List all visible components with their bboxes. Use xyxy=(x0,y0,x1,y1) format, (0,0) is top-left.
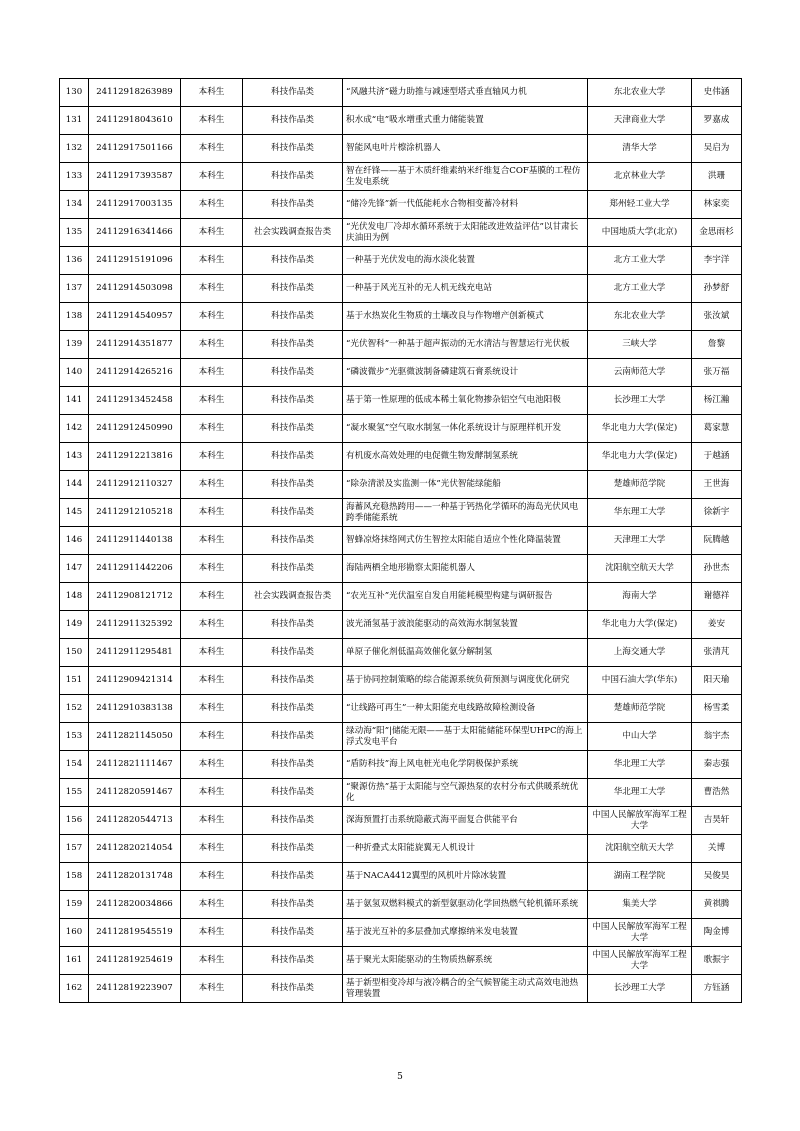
level-cell: 本科生 xyxy=(181,415,243,443)
level-cell: 本科生 xyxy=(181,191,243,219)
category-cell: 科技作品类 xyxy=(243,359,343,387)
school-cell: 华北理工大学 xyxy=(588,751,692,779)
entry-id-cell: 24112819254619 xyxy=(89,947,181,975)
project-title-cell: 基于水热炭化生物质的土壤改良与作物增产创新模式 xyxy=(343,303,588,331)
project-title-cell: 基于新型相变冷却与液冷耦合的全气候智能主动式高效电池热管理装置 xyxy=(343,975,588,1003)
school-cell: 北方工业大学 xyxy=(588,247,692,275)
table-row xyxy=(60,555,742,583)
table-row xyxy=(60,135,742,163)
row-number-cell: 162 xyxy=(60,975,89,1003)
level-cell: 本科生 xyxy=(181,723,243,751)
student-name-cell: 葛家慧 xyxy=(692,415,742,443)
level-cell: 本科生 xyxy=(181,443,243,471)
category-cell: 科技作品类 xyxy=(243,527,343,555)
school-cell: 楚雄师范学院 xyxy=(588,471,692,499)
row-number-cell: 146 xyxy=(60,527,89,555)
row-number-cell: 154 xyxy=(60,751,89,779)
project-title-cell: “风融共济”磁力助推与减速型塔式垂直轴风力机 xyxy=(343,79,588,107)
level-cell: 本科生 xyxy=(181,79,243,107)
level-cell: 本科生 xyxy=(181,359,243,387)
category-cell: 科技作品类 xyxy=(243,471,343,499)
table-body xyxy=(60,79,742,1003)
school-cell: 中国人民解放军海军工程大学 xyxy=(588,919,692,947)
row-number-cell: 150 xyxy=(60,639,89,667)
row-number-cell: 138 xyxy=(60,303,89,331)
project-title-cell: 基于聚光太阳能驱动的生物质热解系统 xyxy=(343,947,588,975)
level-cell: 本科生 xyxy=(181,611,243,639)
row-number-cell: 133 xyxy=(60,163,89,191)
category-cell: 科技作品类 xyxy=(243,163,343,191)
row-number-cell: 149 xyxy=(60,611,89,639)
row-number-cell: 140 xyxy=(60,359,89,387)
student-name-cell: 罗嘉成 xyxy=(692,107,742,135)
page-number: 5 xyxy=(397,1072,403,1082)
school-cell: 华北电力大学(保定) xyxy=(588,443,692,471)
project-title-cell: 绿动海“阳”|储能无限——基于太阳能储能环保型UHPC的海上浮式发电平台 xyxy=(343,723,588,751)
table-row xyxy=(60,331,742,359)
category-cell: 科技作品类 xyxy=(243,79,343,107)
entry-id-cell: 24112911442206 xyxy=(89,555,181,583)
row-number-cell: 137 xyxy=(60,275,89,303)
project-title-cell: 智在纤锋——基于木质纤维素纳米纤维复合COF基膜的工程仿生发电系统 xyxy=(343,163,588,191)
level-cell: 本科生 xyxy=(181,695,243,723)
row-number-cell: 148 xyxy=(60,583,89,611)
row-number-cell: 158 xyxy=(60,863,89,891)
table-row xyxy=(60,919,742,947)
project-title-cell: 波光涌氢基于波浪能驱动的高效海水制氢装置 xyxy=(343,611,588,639)
level-cell: 本科生 xyxy=(181,863,243,891)
table-row xyxy=(60,583,742,611)
category-cell: 科技作品类 xyxy=(243,443,343,471)
table-row xyxy=(60,891,742,919)
entry-id-cell: 24112821111467 xyxy=(89,751,181,779)
level-cell: 本科生 xyxy=(181,919,243,947)
level-cell: 本科生 xyxy=(181,891,243,919)
project-title-cell: “光伏发电厂冷却水循环系统于太阳能改进效益评估”以甘肃长庆油田为例 xyxy=(343,219,588,247)
table-row xyxy=(60,359,742,387)
entry-id-cell: 24112914351877 xyxy=(89,331,181,359)
school-cell: 三峡大学 xyxy=(588,331,692,359)
category-cell: 科技作品类 xyxy=(243,863,343,891)
project-title-cell: “聚源仿热”基于太阳能与空气源热泵的农村分布式供暖系统优化 xyxy=(343,779,588,807)
student-name-cell: 徐新宇 xyxy=(692,499,742,527)
table-row xyxy=(60,471,742,499)
project-title-cell: 一种基于风光互补的无人机无线充电站 xyxy=(343,275,588,303)
table-row xyxy=(60,247,742,275)
level-cell: 本科生 xyxy=(181,947,243,975)
table-row xyxy=(60,695,742,723)
category-cell: 科技作品类 xyxy=(243,807,343,835)
table-row xyxy=(60,163,742,191)
category-cell: 科技作品类 xyxy=(243,919,343,947)
level-cell: 本科生 xyxy=(181,555,243,583)
row-number-cell: 161 xyxy=(60,947,89,975)
row-number-cell: 147 xyxy=(60,555,89,583)
entry-id-cell: 24112914265216 xyxy=(89,359,181,387)
level-cell: 本科生 xyxy=(181,583,243,611)
student-name-cell: 张汝斌 xyxy=(692,303,742,331)
entry-id-cell: 24112820214054 xyxy=(89,835,181,863)
project-title-cell: “让线路可再生”一种太阳能充电线路故障检测设备 xyxy=(343,695,588,723)
row-number-cell: 152 xyxy=(60,695,89,723)
category-cell: 科技作品类 xyxy=(243,303,343,331)
level-cell: 本科生 xyxy=(181,667,243,695)
school-cell: 北方工业大学 xyxy=(588,275,692,303)
row-number-cell: 143 xyxy=(60,443,89,471)
level-cell: 本科生 xyxy=(181,275,243,303)
project-title-cell: “储冷先锋”新一代低能耗水合物相变蓄冷材料 xyxy=(343,191,588,219)
row-number-cell: 145 xyxy=(60,499,89,527)
student-name-cell: 谢德祥 xyxy=(692,583,742,611)
school-cell: 清华大学 xyxy=(588,135,692,163)
project-title-cell: “盾防科技”海上风电桩光电化学阴极保护系统 xyxy=(343,751,588,779)
entry-id-cell: 24112820131748 xyxy=(89,863,181,891)
school-cell: 长沙理工大学 xyxy=(588,975,692,1003)
entry-id-cell: 24112820034866 xyxy=(89,891,181,919)
school-cell: 沈阳航空航天大学 xyxy=(588,555,692,583)
row-number-cell: 130 xyxy=(60,79,89,107)
school-cell: 东北农业大学 xyxy=(588,303,692,331)
school-cell: 郑州轻工业大学 xyxy=(588,191,692,219)
school-cell: 天津理工大学 xyxy=(588,527,692,555)
project-title-cell: 一种折叠式太阳能旋翼无人机设计 xyxy=(343,835,588,863)
category-cell: 科技作品类 xyxy=(243,387,343,415)
row-number-cell: 144 xyxy=(60,471,89,499)
project-title-cell: “光伏智科”一种基于超声振动的无水清洁与智慧运行光伏板 xyxy=(343,331,588,359)
category-cell: 科技作品类 xyxy=(243,611,343,639)
level-cell: 本科生 xyxy=(181,975,243,1003)
student-name-cell: 姜安 xyxy=(692,611,742,639)
category-cell: 科技作品类 xyxy=(243,135,343,163)
project-title-cell: 基于NACA4412翼型的风机叶片除冰装置 xyxy=(343,863,588,891)
level-cell: 本科生 xyxy=(181,751,243,779)
row-number-cell: 135 xyxy=(60,219,89,247)
school-cell: 华北电力大学(保定) xyxy=(588,611,692,639)
entry-id-cell: 24112821145050 xyxy=(89,723,181,751)
row-number-cell: 155 xyxy=(60,779,89,807)
school-cell: 中山大学 xyxy=(588,723,692,751)
category-cell: 科技作品类 xyxy=(243,779,343,807)
student-name-cell: 吉昊轩 xyxy=(692,807,742,835)
school-cell: 云南师范大学 xyxy=(588,359,692,387)
school-cell: 上海交通大学 xyxy=(588,639,692,667)
school-cell: 中国石油大学(华东) xyxy=(588,667,692,695)
row-number-cell: 131 xyxy=(60,107,89,135)
student-name-cell: 孙梦舒 xyxy=(692,275,742,303)
entry-id-cell: 24112820591467 xyxy=(89,779,181,807)
table-row xyxy=(60,303,742,331)
row-number-cell: 141 xyxy=(60,387,89,415)
student-name-cell: 张万福 xyxy=(692,359,742,387)
level-cell: 本科生 xyxy=(181,387,243,415)
level-cell: 本科生 xyxy=(181,639,243,667)
category-cell: 科技作品类 xyxy=(243,975,343,1003)
table-row xyxy=(60,751,742,779)
school-cell: 楚雄师范学院 xyxy=(588,695,692,723)
entry-id-cell: 24112914503098 xyxy=(89,275,181,303)
student-name-cell: 关博 xyxy=(692,835,742,863)
project-title-cell: “凝水聚氢”空气取水制氢一体化系统设计与原理样机开发 xyxy=(343,415,588,443)
student-name-cell: 林家奕 xyxy=(692,191,742,219)
project-title-cell: “除杂清淤及实监测一体”光伏智能绿能船 xyxy=(343,471,588,499)
entry-id-cell: 24112916341466 xyxy=(89,219,181,247)
entry-id-cell: 24112912110327 xyxy=(89,471,181,499)
table-row xyxy=(60,527,742,555)
student-name-cell: 李宇洋 xyxy=(692,247,742,275)
project-title-cell: 基于波光互补的多层叠加式摩擦纳米发电装置 xyxy=(343,919,588,947)
row-number-cell: 132 xyxy=(60,135,89,163)
entry-id-cell: 24112918263989 xyxy=(89,79,181,107)
category-cell: 社会实践调查报告类 xyxy=(243,219,343,247)
entry-id-cell: 24112915191096 xyxy=(89,247,181,275)
table-row xyxy=(60,499,742,527)
table-row xyxy=(60,191,742,219)
table-row xyxy=(60,639,742,667)
level-cell: 本科生 xyxy=(181,835,243,863)
table-row xyxy=(60,219,742,247)
table-row xyxy=(60,667,742,695)
student-name-cell: 杨雪柔 xyxy=(692,695,742,723)
category-cell: 科技作品类 xyxy=(243,191,343,219)
entry-id-cell: 24112918043610 xyxy=(89,107,181,135)
table-row xyxy=(60,947,742,975)
category-cell: 科技作品类 xyxy=(243,247,343,275)
entry-id-cell: 24112913452458 xyxy=(89,387,181,415)
category-cell: 科技作品类 xyxy=(243,695,343,723)
table-row xyxy=(60,779,742,807)
level-cell: 本科生 xyxy=(181,807,243,835)
row-number-cell: 153 xyxy=(60,723,89,751)
student-name-cell: 歌振宇 xyxy=(692,947,742,975)
table-row xyxy=(60,275,742,303)
table-row xyxy=(60,443,742,471)
row-number-cell: 142 xyxy=(60,415,89,443)
school-cell: 北京林业大学 xyxy=(588,163,692,191)
school-cell: 华北理工大学 xyxy=(588,779,692,807)
category-cell: 科技作品类 xyxy=(243,275,343,303)
project-title-cell: 单原子催化剂低温高效催化氨分解制氢 xyxy=(343,639,588,667)
school-cell: 湖南工程学院 xyxy=(588,863,692,891)
student-name-cell: 阮腾越 xyxy=(692,527,742,555)
category-cell: 科技作品类 xyxy=(243,555,343,583)
school-cell: 中国人民解放军海军工程大学 xyxy=(588,807,692,835)
category-cell: 科技作品类 xyxy=(243,751,343,779)
project-title-cell: 基于协同控制策略的综合能源系统负荷预测与调度优化研究 xyxy=(343,667,588,695)
school-cell: 天津商业大学 xyxy=(588,107,692,135)
entry-id-cell: 24112911440138 xyxy=(89,527,181,555)
entry-id-cell: 24112819545519 xyxy=(89,919,181,947)
level-cell: 本科生 xyxy=(181,527,243,555)
project-title-cell: 积水成“电”吸水增重式重力储能装置 xyxy=(343,107,588,135)
entry-id-cell: 24112912213816 xyxy=(89,443,181,471)
student-name-cell: 黄祺腾 xyxy=(692,891,742,919)
table-row xyxy=(60,415,742,443)
school-cell: 海南大学 xyxy=(588,583,692,611)
school-cell: 中国人民解放军海军工程大学 xyxy=(588,947,692,975)
category-cell: 科技作品类 xyxy=(243,499,343,527)
category-cell: 科技作品类 xyxy=(243,723,343,751)
entry-id-cell: 24112909421314 xyxy=(89,667,181,695)
level-cell: 本科生 xyxy=(181,219,243,247)
project-title-cell: 智能风电叶片檫涂机器人 xyxy=(343,135,588,163)
category-cell: 科技作品类 xyxy=(243,331,343,359)
category-cell: 科技作品类 xyxy=(243,835,343,863)
project-title-cell: “农光互补”光伏温室自发自用能耗模型构建与调研报告 xyxy=(343,583,588,611)
level-cell: 本科生 xyxy=(181,779,243,807)
school-cell: 华北电力大学(保定) xyxy=(588,415,692,443)
student-name-cell: 史伟涵 xyxy=(692,79,742,107)
project-title-cell: 智蜂凉烙抹络网式仿生智控太阳能自适应个性化降温装置 xyxy=(343,527,588,555)
school-cell: 中国地质大学(北京) xyxy=(588,219,692,247)
entry-id-cell: 24112911295481 xyxy=(89,639,181,667)
table-row xyxy=(60,807,742,835)
table-row xyxy=(60,975,742,1003)
entry-id-cell: 24112914540957 xyxy=(89,303,181,331)
level-cell: 本科生 xyxy=(181,499,243,527)
entry-id-cell: 24112820544713 xyxy=(89,807,181,835)
project-title-cell: “磷波微步”光驱微波制备磷建筑石膏系统设计 xyxy=(343,359,588,387)
student-name-cell: 吴启为 xyxy=(692,135,742,163)
category-cell: 科技作品类 xyxy=(243,415,343,443)
project-title-cell: 有机废水高效处理的电促微生物发酵制氢系统 xyxy=(343,443,588,471)
category-cell: 科技作品类 xyxy=(243,891,343,919)
entry-id-cell: 24112911325392 xyxy=(89,611,181,639)
entry-id-cell: 24112912105218 xyxy=(89,499,181,527)
level-cell: 本科生 xyxy=(181,331,243,359)
student-name-cell: 金思雨杉 xyxy=(692,219,742,247)
student-name-cell: 方钰涵 xyxy=(692,975,742,1003)
school-cell: 华东理工大学 xyxy=(588,499,692,527)
row-number-cell: 157 xyxy=(60,835,89,863)
student-name-cell: 孙世杰 xyxy=(692,555,742,583)
entry-id-cell: 24112917003135 xyxy=(89,191,181,219)
category-cell: 科技作品类 xyxy=(243,667,343,695)
student-name-cell: 洪珊 xyxy=(692,163,742,191)
table-row xyxy=(60,863,742,891)
project-title-cell: 基于氨氢双燃料模式的新型氨驱动化学回热燃气轮机循环系统 xyxy=(343,891,588,919)
entries-table xyxy=(59,78,742,1003)
category-cell: 科技作品类 xyxy=(243,107,343,135)
category-cell: 科技作品类 xyxy=(243,639,343,667)
school-cell: 沈阳航空航天大学 xyxy=(588,835,692,863)
row-number-cell: 160 xyxy=(60,919,89,947)
row-number-cell: 136 xyxy=(60,247,89,275)
school-cell: 长沙理工大学 xyxy=(588,387,692,415)
table-row xyxy=(60,387,742,415)
table-row xyxy=(60,107,742,135)
row-number-cell: 159 xyxy=(60,891,89,919)
project-title-cell: 海蓄风充稳热跨用——一种基于钙热化学循环的海岛光伏风电跨季储能系统 xyxy=(343,499,588,527)
student-name-cell: 詹黎 xyxy=(692,331,742,359)
table-row xyxy=(60,79,742,107)
student-name-cell: 阳天瑜 xyxy=(692,667,742,695)
level-cell: 本科生 xyxy=(181,471,243,499)
row-number-cell: 151 xyxy=(60,667,89,695)
student-name-cell: 翁宇杰 xyxy=(692,723,742,751)
student-name-cell: 陶金博 xyxy=(692,919,742,947)
entry-id-cell: 24112917393587 xyxy=(89,163,181,191)
student-name-cell: 张清芃 xyxy=(692,639,742,667)
school-cell: 东北农业大学 xyxy=(588,79,692,107)
table-row xyxy=(60,611,742,639)
student-name-cell: 于越涵 xyxy=(692,443,742,471)
row-number-cell: 134 xyxy=(60,191,89,219)
project-title-cell: 深海预置打击系统隐蔽式海平面复合供能平台 xyxy=(343,807,588,835)
category-cell: 科技作品类 xyxy=(243,947,343,975)
entry-id-cell: 24112910383138 xyxy=(89,695,181,723)
level-cell: 本科生 xyxy=(181,135,243,163)
project-title-cell: 一种基于光伏发电的海水淡化装置 xyxy=(343,247,588,275)
student-name-cell: 曹浩然 xyxy=(692,779,742,807)
level-cell: 本科生 xyxy=(181,247,243,275)
entry-id-cell: 24112912450990 xyxy=(89,415,181,443)
project-title-cell: 基于第一性原理的低成本稀土氧化物掺杂铝空气电池阳极 xyxy=(343,387,588,415)
entry-id-cell: 24112917501166 xyxy=(89,135,181,163)
table-row xyxy=(60,723,742,751)
row-number-cell: 156 xyxy=(60,807,89,835)
table-row xyxy=(60,835,742,863)
entry-id-cell: 24112908121712 xyxy=(89,583,181,611)
row-number-cell: 139 xyxy=(60,331,89,359)
level-cell: 本科生 xyxy=(181,107,243,135)
student-name-cell: 杨江瀚 xyxy=(692,387,742,415)
student-name-cell: 王世海 xyxy=(692,471,742,499)
student-name-cell: 吴俊昊 xyxy=(692,863,742,891)
project-title-cell: 海陆两栖全地形勘察太阳能机器人 xyxy=(343,555,588,583)
level-cell: 本科生 xyxy=(181,303,243,331)
entry-id-cell: 24112819223907 xyxy=(89,975,181,1003)
school-cell: 集美大学 xyxy=(588,891,692,919)
student-name-cell: 秦志强 xyxy=(692,751,742,779)
category-cell: 社会实践调查报告类 xyxy=(243,583,343,611)
level-cell: 本科生 xyxy=(181,163,243,191)
